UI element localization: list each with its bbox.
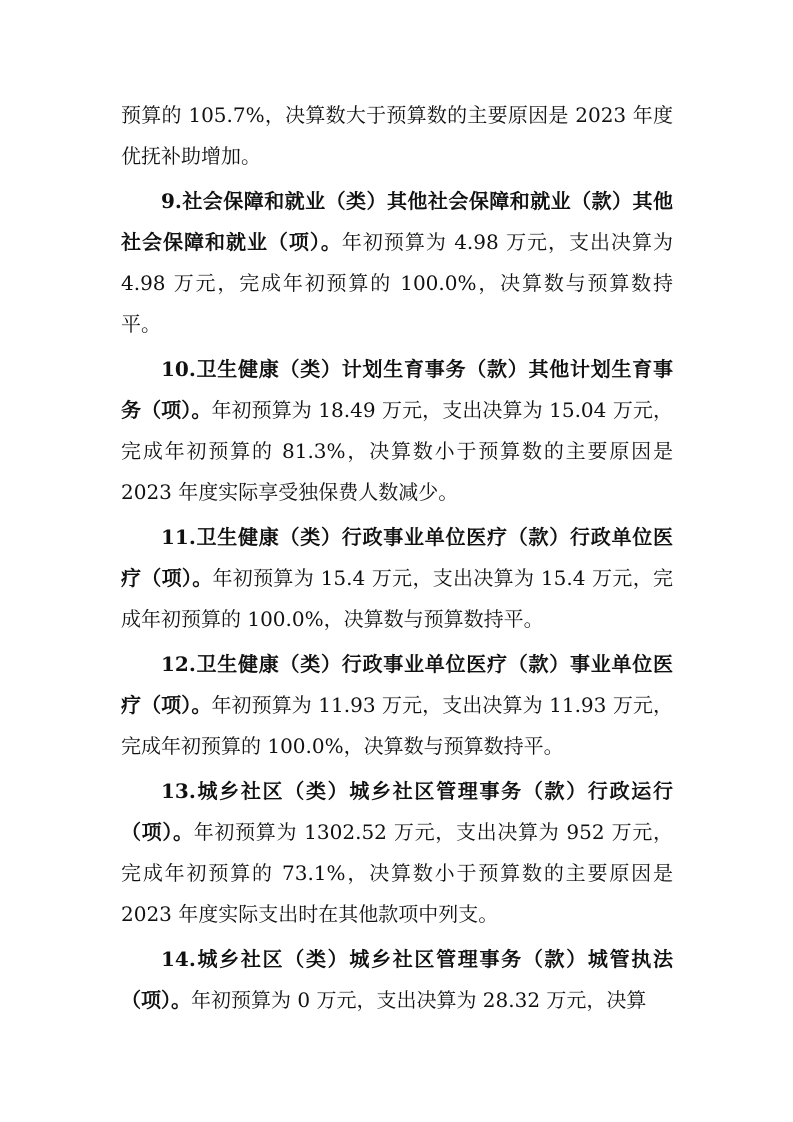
paragraph-body: 年初预算为 11.93 万元，支出决算为 11.93 万元，完成年初预算的 100.0%，决算数与预算数持平。 [121,693,673,758]
document-body [121,95,673,1025]
paragraph-body: 年初预算为 4.98 万元，支出决算为 4.98 万元，完成年初预算的 100.0%，决算数与预算数持平。 [121,230,673,336]
paragraph-continuation [121,95,673,177]
paragraph-body: 年初预算为 15.4 万元，支出决算为 15.4 万元，完成年初预算的 100.0%，决算数与预算数持平。 [121,566,673,631]
paragraph-item-9 [121,181,673,345]
paragraph-item-11 [121,517,673,640]
paragraph-item-10 [121,349,673,513]
paragraph-heading: 13.城乡社区（类）城乡社区管理事务（款）行政运行（项）。 [121,779,673,844]
paragraph-heading: 11.卫生健康（类）行政事业单位医疗（款）行政单位医疗（项）。 [121,525,673,590]
paragraph-item-13 [121,771,673,935]
paragraph-item-14 [121,939,673,1021]
paragraph-heading: 10.卫生健康（类）计划生育事务（款）其他计划生育事务（项）。 [121,357,673,422]
paragraph-item-12 [121,644,673,767]
paragraph-body: 年初预算为 1302.52 万元，支出决算为 952 万元，完成年初预算的 73.1%，决算数小于预算数的主要原因是 2023 年度实际支出时在其他款项中列支。 [121,820,674,926]
paragraph-body: 年初预算为 0 万元，支出决算为 28.32 万元，决算 [191,988,647,1012]
paragraph-heading: 14.城乡社区（类）城乡社区管理事务（款）城管执法（项）。 [121,947,673,1012]
paragraph-body: 年初预算为 18.49 万元，支出决算为 15.04 万元，完成年初预算的 81.3%，决算数小于预算数的主要原因是 2023 年度实际享受独保费人数减少。 [121,398,673,504]
paragraph-heading: 9.社会保障和就业（类）其他社会保障和就业（款）其他社会保障和就业（项）。 [121,189,673,254]
paragraph-body: 预算的 105.7%，决算数大于预算数的主要原因是 2023 年度优抚补助增加。 [121,103,673,168]
paragraph-heading: 12.卫生健康（类）行政事业单位医疗（款）事业单位医疗（项）。 [121,652,673,717]
